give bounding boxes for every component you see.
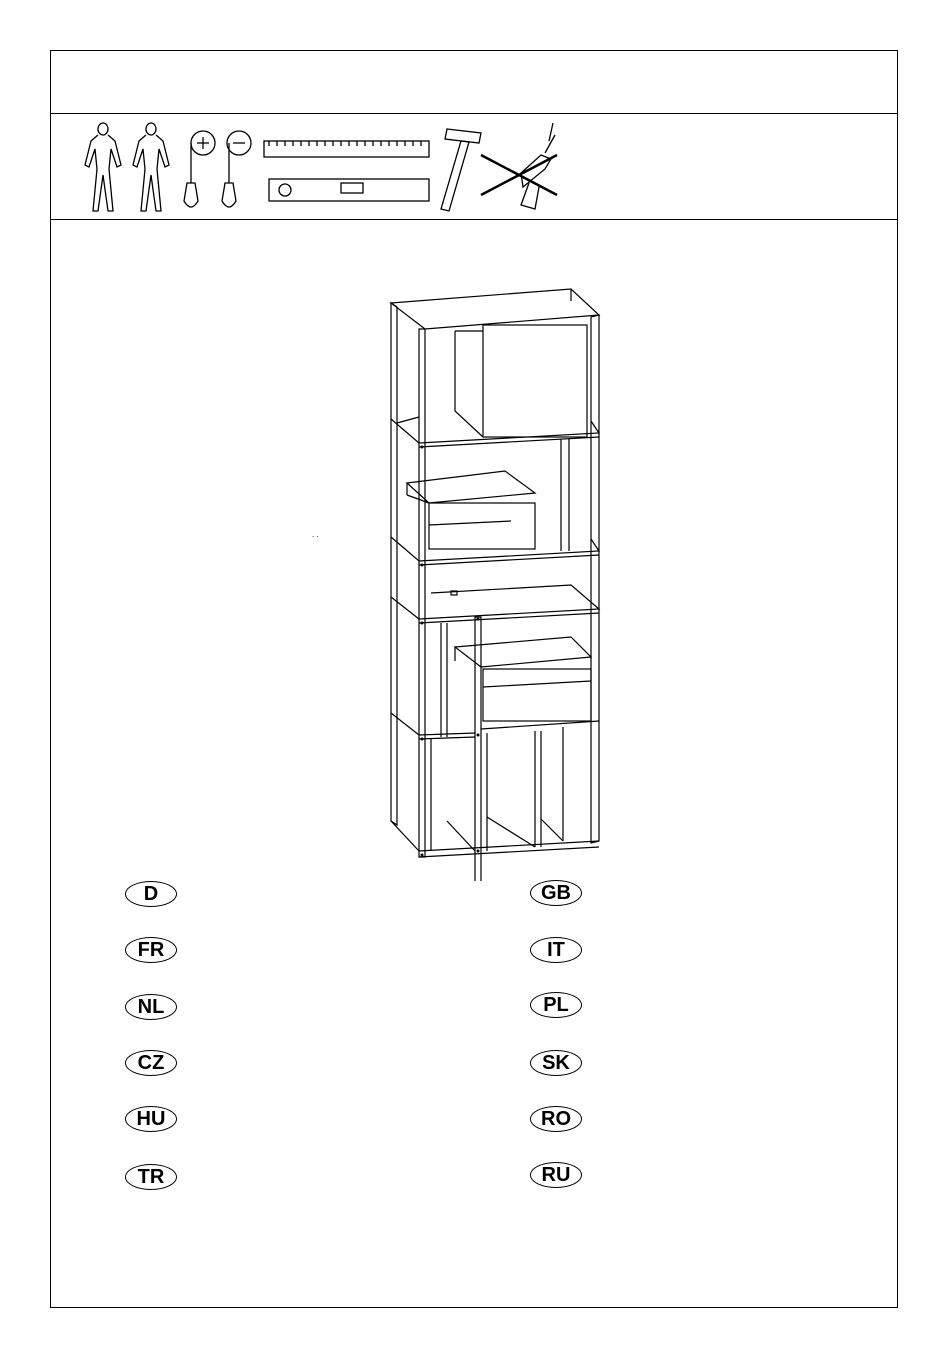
lang-badge-FR	[125, 937, 177, 963]
lang-badge-CZ	[125, 1050, 177, 1076]
stray-mark: . .	[312, 530, 319, 539]
lang-code: RU	[530, 1162, 582, 1188]
lang-badge-GB	[530, 880, 582, 906]
page-frame	[50, 50, 898, 1308]
hammer-icon	[441, 129, 481, 211]
lang-code: CZ	[125, 1050, 177, 1076]
power-drill-crossed-icon	[481, 123, 557, 209]
tools-row	[51, 113, 897, 221]
lang-code: HU	[125, 1106, 177, 1132]
lang-badge-HU	[125, 1106, 177, 1132]
lang-code: IT	[530, 937, 582, 963]
lang-code: SK	[530, 1050, 582, 1076]
lang-badge-D	[125, 881, 177, 907]
ruler-icon	[264, 141, 429, 157]
lang-code: TR	[125, 1164, 177, 1190]
lang-code: RO	[530, 1106, 582, 1132]
lang-badge-RO	[530, 1106, 582, 1132]
person-icon	[133, 123, 169, 211]
lang-code: GB	[530, 880, 582, 906]
lang-code: PL	[530, 992, 582, 1018]
phillips-screwdriver-icon	[184, 131, 215, 207]
lang-badge-RU	[530, 1162, 582, 1188]
shelf-illustration	[51, 221, 897, 881]
lang-code: NL	[125, 994, 177, 1020]
lang-code: D	[125, 881, 177, 907]
flat-screwdriver-icon	[222, 131, 251, 207]
lang-badge-PL	[530, 992, 582, 1018]
lang-badge-NL	[125, 994, 177, 1020]
lang-badge-SK	[530, 1050, 582, 1076]
lang-badge-IT	[530, 937, 582, 963]
lang-code: FR	[125, 937, 177, 963]
lang-badge-TR	[125, 1164, 177, 1190]
spirit-level-icon	[269, 179, 429, 201]
person-icon	[85, 123, 121, 211]
